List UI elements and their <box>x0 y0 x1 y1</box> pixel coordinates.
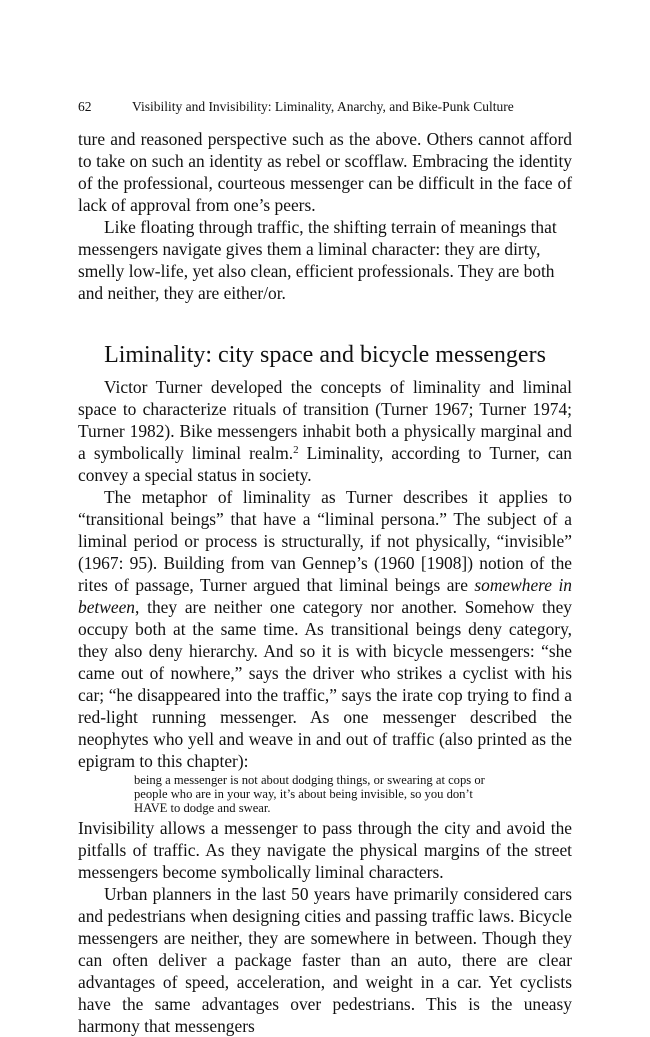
emphasis-text: somewhere in between <box>78 575 572 617</box>
running-header <box>78 98 572 116</box>
paragraph-text: Liminality, according to Turner, can convey a special status in society. <box>78 443 572 485</box>
paragraph-text: , they are neither one category nor another. Somehow they occupy both at the same time. As transitional beings deny category, they also deny hierarchy. And so it is with bicycle messengers: “she came out of nowhere,” says the driver who strikes a cyclist with his car; “he disappeared into the traffic,” says the irate cop trying to find a red-light running messenger. As one messenger described the neophytes who yell and weave in and out of traffic (also printed as the epigram to this chapter): <box>78 597 572 771</box>
paragraph-text: The metaphor of liminality as Turner describes it applies to “transitional beings” that have a “liminal persona.” The subject of a liminal period or process is structurally, if not physically, “invisible” (1967: 95). Building from van Gennep’s (1960 [1908]) notion of the rites of passage, Turner argued that liminal beings are <box>78 487 572 595</box>
section-paragraph-1 <box>78 376 572 486</box>
section-heading: Liminality: city space and bicycle messengers <box>104 342 546 368</box>
quote-line: HAVE to dodge and swear. <box>134 801 271 815</box>
section-paragraph-4: Urban planners in the last 50 years have primarily considered cars and pedestrians when designing cities and passing traffic laws. Bicycle messengers are neither, they are somewhere in between. Though they can often deliver a package faster than an auto, there are clear advantages of speed, acceleration, and weight in a car. Yet cyclists have the same advantages over pedestrians. This is the uneasy harmony that messengers <box>78 884 572 1036</box>
quote-line: being a messenger is not about dodging things, or swearing at cops or <box>134 773 485 787</box>
paragraph-text: Victor Turner developed the concepts of liminality and liminal space to characterize rituals of transition (Turner 1967; Turner 1974; Turner 1982). Bike messengers inhabit both a physically marginal and a symbolically liminal realm. <box>78 377 572 463</box>
intro-paragraph-2: Like floating through traffic, the shifting terrain of meanings that messengers navigate gives them a liminal character: they are dirty, smelly low-life, yet also clean, efficient professionals. They are both and neither, they are either/or. <box>78 217 557 303</box>
book-page <box>78 98 572 1037</box>
quote-line: people who are in your way, it’s about being invisible, so you don’t <box>134 787 473 801</box>
section-paragraph-2 <box>78 486 572 772</box>
section-paragraph-3: Invisibility allows a messenger to pass through the city and avoid the pitfalls of traffic. As they navigate the physical margins of the street messengers become symbolically liminal characters. <box>78 818 572 882</box>
block-quote <box>134 773 514 815</box>
page-number: 62 <box>78 99 92 114</box>
intro-paragraph-1: ture and reasoned perspective such as the above. Others cannot afford to take on such an identity as rebel or scofflaw. Embracing the identity of the professional, courteous messenger can be difficult in the face of lack of approval from one’s peers. <box>78 129 572 215</box>
footnote-marker: 2 <box>293 444 299 456</box>
running-title: Visibility and Invisibility: Liminality, Anarchy, and Bike-Punk Culture <box>132 99 514 114</box>
